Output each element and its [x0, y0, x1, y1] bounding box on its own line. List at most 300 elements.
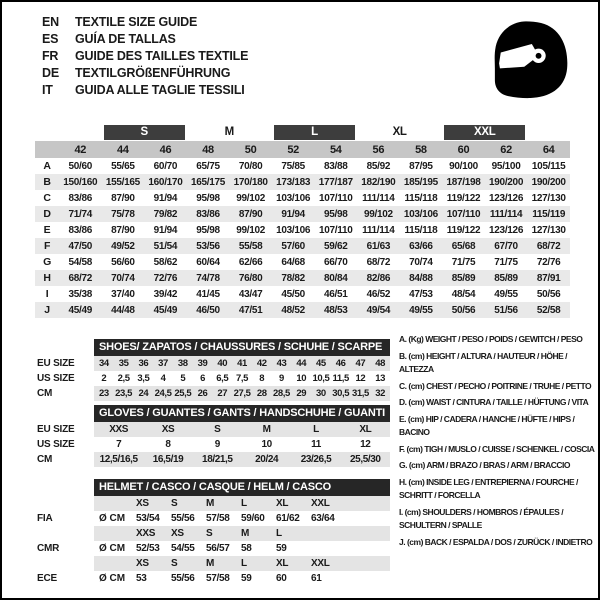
measurement-cell: 182/190 [357, 174, 400, 190]
measurement-cell: 61/63 [357, 238, 400, 254]
size-value-cell: 41 [237, 358, 247, 369]
numeric-size-row [35, 141, 570, 158]
measurement-cell: 87/95 [409, 160, 433, 172]
size-value-cell: 6 [200, 373, 205, 384]
size-group-cell [102, 124, 187, 141]
measurement-cell: 63/66 [400, 238, 443, 254]
size-value-cell: 57/58 [206, 573, 230, 584]
numeric-spacer [35, 141, 59, 158]
measurement-cell: 87/90 [229, 206, 272, 222]
row-cells [94, 511, 390, 526]
measurement-cell: 72/76 [536, 256, 561, 268]
size-value-cell: 37 [158, 358, 168, 369]
language-code: DE [42, 66, 59, 80]
numeric-size-cell: 54 [314, 141, 357, 158]
numeric-size-cell: 52 [272, 141, 315, 158]
size-label: M [224, 126, 234, 138]
measurement-row [35, 206, 570, 222]
row-label: C [43, 192, 51, 204]
measurement-cell: 68/72 [59, 270, 102, 286]
measurement-cell: 65/75 [196, 160, 220, 172]
measurement-cell: 111/114 [362, 224, 395, 236]
measurement-cell: 103/106 [276, 224, 311, 236]
row-label: G [43, 256, 51, 268]
size-value-cell: 55/56 [171, 573, 195, 584]
measurement-cell: 51/56 [485, 302, 528, 318]
measurement-cell: 83/86 [187, 206, 230, 222]
numeric-size-cell: 46 [144, 141, 187, 158]
table-row [37, 452, 390, 467]
size-value-cell: 23/26,5 [300, 454, 332, 465]
helmet-table-title: HELMET / CASCO / CASQUE / HELM / CASCO [94, 479, 390, 496]
size-value-cell: 31,5 [351, 388, 369, 399]
legend-item: J. (cm) BACK / ESPALDA / DOS / ZURÜCK / INDIETRO [399, 536, 593, 547]
measurement-cell: 76/80 [229, 270, 272, 286]
measurement-cell: 48/54 [451, 288, 476, 300]
measurement-cell: 71/75 [494, 256, 518, 268]
size-value-cell: 24,5 [154, 388, 172, 399]
row-cells [94, 571, 390, 586]
table-title-row [37, 339, 390, 356]
measurement-cell: 85/89 [485, 270, 528, 286]
size-value-cell: 23 [98, 388, 109, 399]
size-value-cell: 12,5/16,5 [99, 454, 138, 465]
measurement-cell: 123/126 [489, 224, 524, 236]
size-value-cell: 2 [101, 373, 107, 384]
helmet-value-row [37, 541, 390, 556]
measurement-cell: 115/119 [527, 206, 570, 222]
measurement-cell: 49/55 [494, 288, 518, 300]
measurement-cell: 66/70 [323, 256, 348, 268]
gloves-size-table [37, 405, 390, 467]
measurement-cell: 95/100 [491, 160, 521, 172]
measurement-cell: 82/86 [357, 270, 400, 286]
measurement-cell: 53/56 [187, 238, 230, 254]
row-label: F [35, 238, 59, 254]
textile-size-table [35, 124, 570, 318]
size-value-cell: 9 [279, 373, 284, 384]
measurement-cell: 119/122 [446, 224, 481, 236]
measurement-cell: 84/88 [400, 270, 443, 286]
measurement-cell: 55/58 [229, 238, 272, 254]
size-label: XXL [444, 125, 525, 140]
measurement-cell: 83/86 [68, 192, 93, 204]
helmet-size-row [37, 556, 390, 571]
size-label-cell: S [206, 528, 213, 539]
language-title: GUÍA DE TALLAS [75, 32, 176, 46]
row-cells [94, 437, 390, 452]
size-group-cell [187, 124, 272, 141]
size-value-cell: 34 [98, 358, 109, 369]
legend-item: A. (Kg) WEIGHT / PESO / POIDS / GEWITCH / PESO [399, 334, 583, 344]
size-value-cell: 25,5/30 [350, 454, 381, 465]
measurement-cell: 50/56 [536, 288, 561, 300]
measurement-cell: 57/60 [272, 238, 315, 254]
size-group-cell [527, 124, 570, 141]
row-label: E [43, 224, 51, 236]
size-label-cell: XXL [311, 558, 330, 569]
measurement-cell: 70/74 [409, 256, 433, 268]
row-label: CM [37, 454, 53, 465]
legend-item: D. (cm) WAIST / CINTURA / TAILLE / HÜFTUNG / VITA [399, 397, 589, 407]
size-group-row [35, 124, 570, 141]
legend-item: G. (cm) ARM / BRAZO / BRAS / ARM / BRACCIO [399, 460, 571, 470]
measurement-cell: 91/94 [272, 206, 315, 222]
measurement-cell: 150/160 [59, 174, 102, 190]
legend-item: C. (cm) CHEST / PECHO / POITRINE / TRUHE / PETTO [399, 380, 592, 391]
helmet-size-row [37, 496, 390, 511]
table-row [37, 437, 390, 452]
measurement-cell: 78/82 [272, 270, 315, 286]
measurement-row [35, 158, 570, 174]
size-value-cell: 39 [197, 358, 208, 369]
helmet-value-row [37, 511, 390, 526]
size-value-cell: 27,5 [233, 388, 251, 399]
measurement-cell: 127/130 [531, 224, 566, 236]
size-value-cell: 11 [311, 439, 321, 450]
measurement-cell: 85/89 [442, 270, 485, 286]
size-value-cell: 44 [296, 358, 307, 369]
measurement-cell: 37/40 [111, 288, 135, 300]
size-label-cell: L [276, 528, 282, 539]
size-label-cell: XL [276, 558, 289, 569]
size-label-cell: S [171, 558, 178, 569]
size-value-cell: 16,5/19 [152, 454, 184, 465]
table-row [37, 386, 390, 401]
measurement-cell: 59/62 [314, 238, 357, 254]
measurement-cell: 79/82 [144, 206, 187, 222]
language-code: EN [42, 15, 59, 29]
size-value-cell: 36 [138, 358, 149, 369]
measurement-cell: 75/78 [102, 206, 145, 222]
measurement-cell: 83/88 [323, 160, 348, 172]
size-value-cell: 40 [217, 358, 228, 369]
measurement-cell: 64/68 [281, 256, 305, 268]
shoes-size-table [37, 339, 390, 401]
measurement-cell: 68/72 [366, 256, 391, 268]
size-value-cell: 32 [375, 388, 386, 399]
measurement-row [35, 190, 570, 206]
row-label: H [35, 270, 59, 286]
measurement-cell: 95/98 [314, 206, 357, 222]
measurement-cell: 62/66 [238, 256, 263, 268]
measurement-cell: 48/53 [314, 302, 357, 318]
size-label: S [104, 125, 185, 140]
diameter-unit-label: Ø CM [99, 513, 126, 524]
measurement-cell: 87/90 [111, 224, 135, 236]
legend-item: E. (cm) HIP / CADERA / HANCHE / HÜFTE / HIPS / BACINO [399, 413, 575, 437]
size-value-cell: 30,5 [332, 388, 350, 399]
size-value-cell: L [313, 424, 319, 435]
size-value-cell: 7 [116, 439, 122, 450]
measurement-cell: 48/52 [272, 302, 315, 318]
language-row [42, 31, 248, 48]
measurement-cell: 111/114 [362, 192, 395, 204]
row-label: B [35, 174, 59, 190]
size-value-cell: 30 [316, 388, 326, 399]
size-value-cell: 4 [160, 373, 166, 384]
language-code: ES [42, 32, 59, 46]
size-value-cell: 8 [259, 373, 265, 384]
size-value-cell: 53/54 [136, 513, 160, 524]
measurement-cell: 41/45 [196, 288, 220, 300]
measurement-cell: 187/198 [442, 174, 485, 190]
measurement-cell: 99/102 [236, 224, 265, 236]
row-label: J [35, 302, 59, 318]
size-value-cell: 8 [165, 439, 171, 450]
size-value-cell: 59 [276, 543, 287, 554]
size-value-cell: 38 [177, 358, 188, 369]
measurement-cell: 39/42 [153, 288, 178, 300]
size-value-cell: 20/24 [255, 454, 279, 465]
language-title: GUIDA ALLE TAGLIE TESSILI [75, 83, 245, 97]
size-value-cell: 9 [214, 439, 220, 450]
table-row [37, 356, 390, 371]
size-value-cell: 6,5 [216, 373, 229, 384]
measurement-cell: 56/60 [111, 256, 135, 268]
measurement-cell: 103/106 [400, 206, 443, 222]
size-value-cell: 27 [217, 388, 228, 399]
measurement-cell: 51/54 [144, 238, 187, 254]
size-value-cell: 2,5 [117, 373, 130, 384]
row-label: A [43, 160, 51, 172]
size-value-cell: 25,5 [174, 388, 192, 399]
measurement-cell: 72/76 [144, 270, 187, 286]
measurement-cell: 91/94 [153, 224, 178, 236]
measurement-cell: 47/53 [409, 288, 433, 300]
measurement-cell: 65/68 [442, 238, 485, 254]
measurement-cell: 49/52 [102, 238, 145, 254]
row-cells [94, 356, 390, 371]
size-value-cell: 23,5 [115, 388, 133, 399]
gloves-table-title: GLOVES / GUANTES / GANTS / HANDSCHUHE / GUANTI [94, 405, 390, 422]
table-title-row [37, 479, 390, 496]
language-title-block [42, 14, 248, 99]
size-value-cell: 12 [355, 373, 366, 384]
legend-item: F. (cm) TIGH / MUSLO / CUISSE / SCHENKEL / COSCIA [399, 443, 595, 454]
measurement-cell: 190/200 [527, 174, 570, 190]
size-group-cell [442, 124, 527, 141]
numeric-size-cell: 44 [102, 141, 145, 158]
row-label: US SIZE [37, 373, 75, 384]
numeric-size-cell: 48 [187, 141, 230, 158]
size-group-cell [272, 124, 357, 141]
size-value-cell: 10,5 [312, 373, 330, 384]
measurement-cell: 177/187 [314, 174, 357, 190]
size-label-cell: M [206, 558, 215, 569]
measurement-cell: 49/54 [357, 302, 400, 318]
measurement-cell: 95/98 [196, 224, 220, 236]
size-value-cell: 45 [316, 358, 326, 369]
size-value-cell: 18/21,5 [202, 454, 233, 465]
standard-label: FIA [37, 513, 53, 524]
racing-helmet-icon [489, 14, 573, 106]
measurement-cell: 165/175 [187, 174, 230, 190]
measurement-cell: 47/51 [229, 302, 272, 318]
size-value-cell: XL [359, 424, 372, 435]
measurement-cell: 60/64 [196, 256, 220, 268]
size-value-cell: 26 [197, 388, 208, 399]
row-label: EU SIZE [37, 358, 75, 369]
measurement-cell: 71/74 [59, 206, 102, 222]
size-value-cell: 35 [118, 358, 129, 369]
language-title: GUIDE DES TAILLES TEXTILE [75, 49, 249, 63]
language-title: TEXTILGRÖßENFÜHRUNG [75, 66, 231, 80]
measurement-cell: 170/180 [229, 174, 272, 190]
language-row [42, 65, 248, 82]
measurement-cell: 91/94 [153, 192, 178, 204]
measurement-cell: 47/50 [59, 238, 102, 254]
numeric-size-cell: 42 [59, 141, 102, 158]
size-value-cell: 12 [360, 439, 371, 450]
size-value-cell: 60 [276, 573, 287, 584]
measurement-cell: 103/106 [276, 192, 311, 204]
row-label: I [45, 288, 49, 300]
measurement-cell: 107/110 [319, 224, 353, 236]
size-value-cell: XS [161, 424, 175, 435]
measurement-cell: 160/170 [144, 174, 187, 190]
size-label-cell: XXS [136, 528, 156, 539]
measurement-cell: 68/72 [527, 238, 570, 254]
row-cells [94, 556, 390, 571]
measurement-cell: 123/126 [489, 192, 524, 204]
size-value-cell: 59/60 [241, 513, 265, 524]
size-value-cell: 47 [355, 358, 366, 369]
size-value-cell: 61/62 [276, 513, 300, 524]
measurement-cell: 115/118 [404, 192, 438, 204]
row-cells [94, 526, 390, 541]
standard-label: ECE [37, 573, 57, 584]
row-cells [94, 541, 390, 556]
numeric-size-cell: 64 [527, 141, 570, 158]
size-value-cell: 63/64 [311, 513, 335, 524]
size-value-cell: 24 [138, 388, 149, 399]
size-value-cell: 10 [296, 373, 307, 384]
size-label-cell: L [241, 558, 247, 569]
size-group-cell [59, 124, 102, 141]
row-label: D [35, 206, 59, 222]
measurement-row [35, 270, 570, 286]
size-value-cell: 42 [256, 358, 267, 369]
shoes-table-title: SHOES/ ZAPATOS / CHAUSSURES / SCHUHE / SCARPE [94, 339, 390, 356]
legend-item: B. (cm) HEIGHT / ALTURA / HAUTEUR / HÖHE / ALTEZZA [399, 350, 568, 374]
language-row [42, 82, 248, 99]
numeric-size-cell: 56 [357, 141, 400, 158]
size-value-cell: 61 [311, 573, 322, 584]
row-label: EU SIZE [37, 424, 75, 435]
measurement-row [35, 302, 570, 318]
measurement-cell: 105/115 [531, 160, 566, 172]
size-label-cell: XXL [311, 498, 330, 509]
standard-label: CMR [37, 543, 60, 554]
diameter-unit-label: Ø CM [99, 573, 126, 584]
size-value-cell: S [214, 424, 221, 435]
measurement-cell: 45/49 [144, 302, 187, 318]
measurement-cell: 44/48 [102, 302, 145, 318]
row-cells [94, 496, 390, 511]
size-value-cell: 28,5 [273, 388, 290, 399]
size-value-cell: 56/57 [206, 543, 230, 554]
size-value-cell: 52/53 [136, 543, 160, 554]
size-value-cell: 28 [256, 388, 267, 399]
measurement-cell: 71/75 [451, 256, 476, 268]
size-value-cell: 13 [375, 373, 386, 384]
measurement-cell: 60/70 [153, 160, 178, 172]
measurement-cell: 87/91 [527, 270, 570, 286]
table-title-row [37, 405, 390, 422]
size-label: XL [392, 126, 407, 138]
measurement-row [35, 174, 570, 190]
measurement-row [35, 222, 570, 238]
numeric-size-cell: 50 [229, 141, 272, 158]
size-label: L [274, 125, 355, 140]
language-row [42, 14, 248, 31]
row-cells [94, 422, 390, 437]
measurement-cell: 50/56 [442, 302, 485, 318]
measurement-cell: 155/165 [102, 174, 145, 190]
diameter-unit-label: Ø CM [99, 543, 126, 554]
measurement-cell: 55/65 [111, 160, 135, 172]
measurement-cell: 54/58 [68, 256, 93, 268]
measurement-cell: 127/130 [531, 192, 566, 204]
size-value-cell: 11,5 [332, 373, 349, 384]
measurement-cell: 35/38 [68, 288, 93, 300]
measurement-cell: 95/98 [196, 192, 220, 204]
helmet-size-row [37, 526, 390, 541]
measurement-cell: 52/58 [527, 302, 570, 318]
legend-item: H. (cm) INSIDE LEG / ENTREPIERNA / FOURCHE / SCHRITT / FORCELLA [399, 476, 578, 500]
row-label: CM [37, 388, 53, 399]
measurement-cell: 107/110 [442, 206, 485, 222]
measurement-cell: 50/60 [68, 160, 93, 172]
size-group-cell [357, 124, 442, 141]
measurement-cell: 173/183 [272, 174, 315, 190]
row-cells [94, 386, 390, 401]
size-value-cell: 53 [136, 573, 147, 584]
legend-item: I. (cm) SHOULDERS / HOMBROS / ÉPAULES / SCHULTERN / SPALLE [399, 506, 564, 530]
size-value-cell: 5 [180, 373, 186, 384]
measurement-cell: 190/200 [485, 174, 528, 190]
measurement-cell: 80/84 [314, 270, 357, 286]
measurement-cell: 90/100 [449, 160, 478, 172]
helmet-value-row [37, 571, 390, 586]
measurement-row [35, 254, 570, 270]
size-label-cell: M [206, 498, 215, 509]
size-value-cell: 10 [261, 439, 272, 450]
table-row [37, 422, 390, 437]
size-value-cell: 7,5 [236, 373, 249, 384]
measurement-legend [399, 333, 595, 552]
measurement-row [35, 238, 570, 254]
size-value-cell: M [262, 424, 271, 435]
numeric-size-cell: 60 [442, 141, 485, 158]
measurement-cell: 87/90 [111, 192, 135, 204]
measurement-cell: 58/62 [153, 256, 178, 268]
row-cells [94, 452, 390, 467]
measurement-cell: 45/50 [281, 288, 305, 300]
size-label-cell: XS [136, 498, 149, 509]
size-value-cell: 29 [296, 388, 307, 399]
language-title: TEXTILE SIZE GUIDE [75, 15, 198, 29]
language-code: IT [42, 83, 53, 97]
size-value-cell: 48 [375, 358, 386, 369]
row-cells [94, 371, 390, 386]
measurement-cell: 111/114 [485, 206, 528, 222]
size-value-cell: 59 [241, 573, 252, 584]
measurement-cell: 46/50 [187, 302, 230, 318]
measurement-cell: 75/85 [281, 160, 305, 172]
measurement-cell: 46/52 [366, 288, 391, 300]
